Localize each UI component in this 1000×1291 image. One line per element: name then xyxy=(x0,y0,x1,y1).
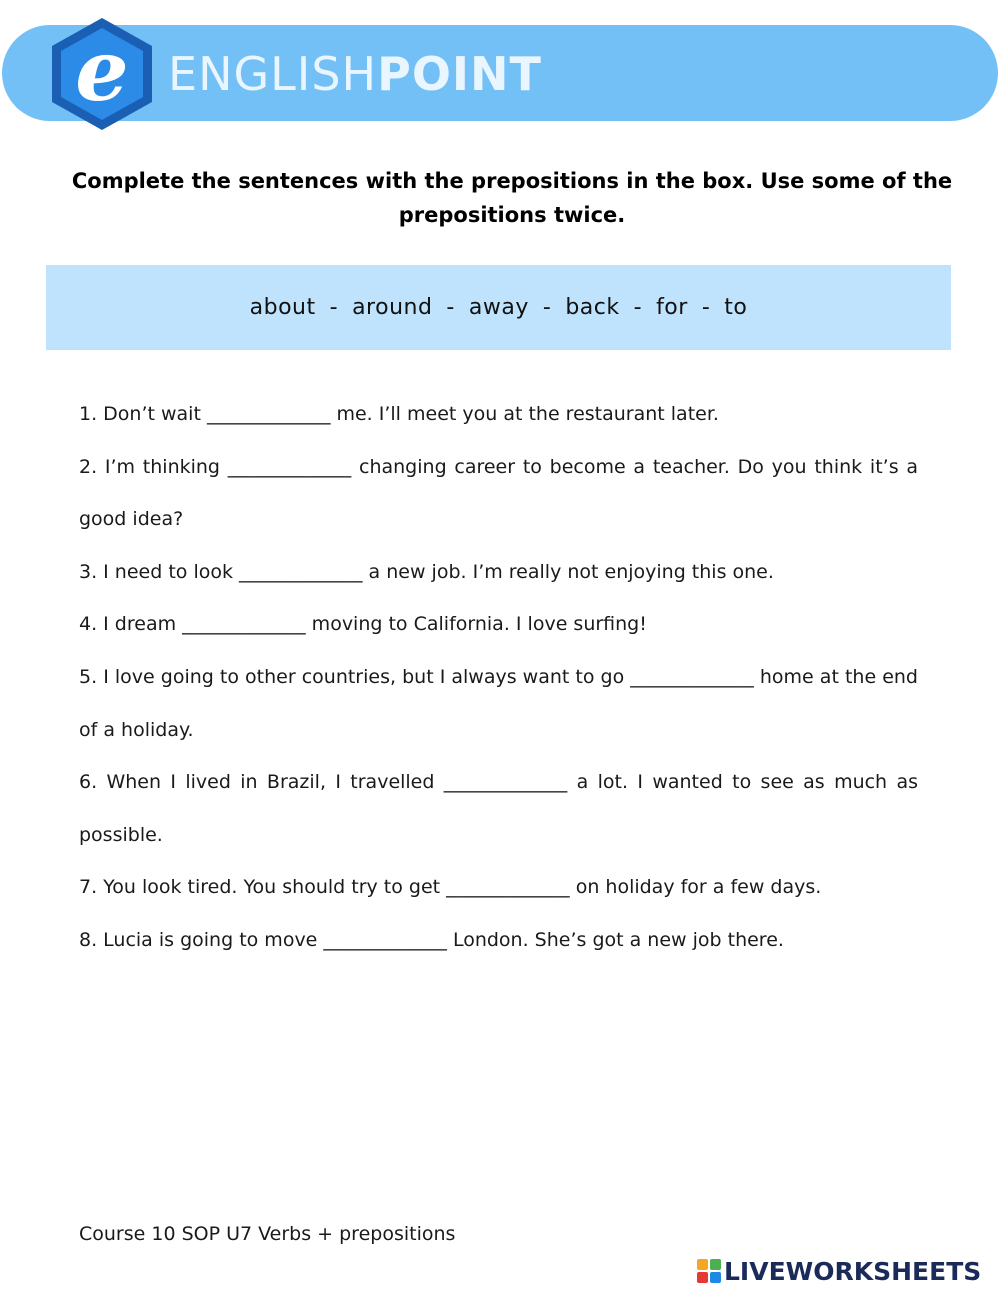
liveworksheets-block xyxy=(710,1259,721,1270)
exercise-sentence-7: 7. You look tired. You should try to get _____________ on holiday for a few days. xyxy=(79,876,822,899)
exercise-sentence-6: 6. When I lived in Brazil, I travelled _____________ a lot. I wanted to see as much as possible. xyxy=(79,771,918,846)
word-separator: - xyxy=(329,295,339,320)
brand-name-light: ENGLISH xyxy=(168,47,378,101)
exercise-sentence-4: 4. I dream _____________ moving to California. I love surfing! xyxy=(79,613,647,636)
exercise-sentence-3: 3. I need to look _____________ a new job. I’m really not enjoying this one. xyxy=(79,560,774,583)
liveworksheets-block xyxy=(697,1259,708,1270)
preposition-word: for xyxy=(656,295,688,320)
brand-name-bold: POINT xyxy=(377,47,542,101)
word-separator: - xyxy=(701,295,711,320)
liveworksheets-wordmark: LIVEWORKSHEETS xyxy=(724,1256,982,1286)
exercise-sentence-5: 5. I love going to other countries, but I always want to go _____________ home at the end of a holiday. xyxy=(79,665,918,741)
liveworksheets-block xyxy=(697,1272,708,1283)
liveworksheets-block xyxy=(710,1272,721,1283)
preposition-word-box xyxy=(46,265,951,350)
liveworksheets-blocks-icon xyxy=(697,1259,721,1283)
preposition-word: away xyxy=(468,295,529,320)
exercise-sentence-1: 1. Don’t wait _____________ me. I’ll meet you at the restaurant later. xyxy=(79,403,719,425)
englishpoint-logo-icon xyxy=(48,16,156,132)
preposition-word: around xyxy=(352,295,433,320)
exercise-sentence-2: 2. I’m thinking _____________ changing career to become a teacher. Do you think it’s a good idea? xyxy=(79,455,918,531)
brand-name xyxy=(168,44,542,104)
liveworksheets-logo xyxy=(697,1254,981,1288)
word-separator: - xyxy=(633,295,643,320)
course-label: Course 10 SOP U7 Verbs + prepositions xyxy=(79,1223,456,1245)
preposition-word: about xyxy=(249,295,316,320)
exercise-list xyxy=(79,388,918,967)
exercise-sentence-8: 8. Lucia is going to move _____________ London. She’s got a new job there. xyxy=(79,928,784,951)
preposition-word: to xyxy=(724,295,748,320)
instructions: Complete the sentences with the prepositions in the box. Use some of the prepositions twice. xyxy=(71,169,953,227)
preposition-word: back xyxy=(565,295,620,320)
word-separator: - xyxy=(542,295,552,320)
logo-letter: e xyxy=(75,21,129,120)
word-separator: - xyxy=(446,295,455,320)
